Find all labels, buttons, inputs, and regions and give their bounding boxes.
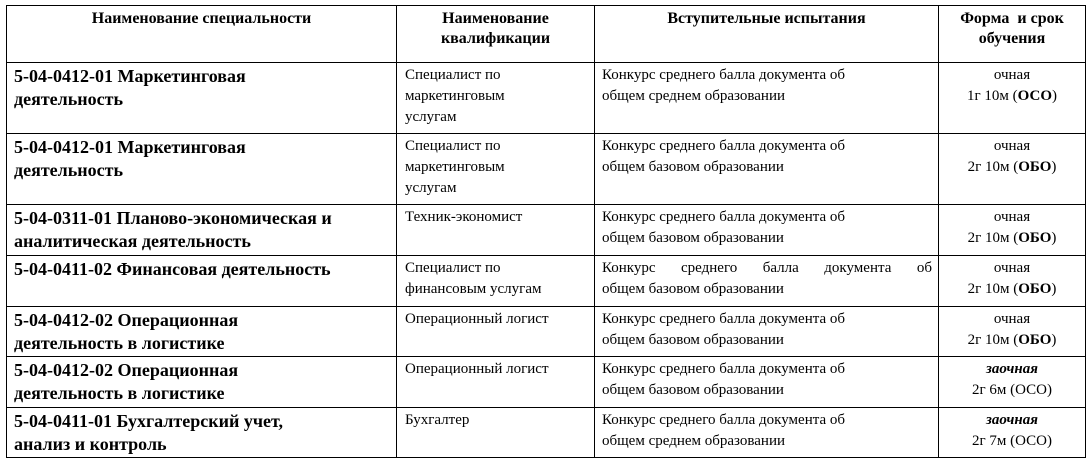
qualification-cell: Специалист по маркетинговым услугам bbox=[397, 63, 595, 134]
table-row bbox=[7, 408, 1086, 458]
header-form: Форма и срок обучения bbox=[939, 6, 1086, 63]
specialty-cell: 5-04-0311-01 Планово-экономическая и аналитическая деятельность bbox=[7, 205, 397, 256]
form-cell: заочная 2г 7м (ОСО) bbox=[939, 408, 1086, 458]
header-qualification: Наименование квалификации bbox=[397, 6, 595, 63]
specialty-cell: 5-04-0412-01 Маркетинговая деятельность bbox=[7, 63, 397, 134]
form-cell: очная 2г 10м (ОБО) bbox=[939, 256, 1086, 307]
qualification-cell: Бухгалтер bbox=[397, 408, 595, 458]
table-row bbox=[7, 256, 1086, 307]
qualification-cell: Специалист по финансовым услугам bbox=[397, 256, 595, 307]
form-cell: очная 2г 10м (ОБО) bbox=[939, 134, 1086, 205]
exam-cell: Конкурс среднего балла документа об общем базовом образовании bbox=[595, 256, 939, 307]
exam-cell: Конкурс среднего балла документа об общем среднем образовании bbox=[595, 63, 939, 134]
specialty-cell: 5-04-0412-02 Операционная деятельность в логистике bbox=[7, 357, 397, 408]
qualification-cell: Специалист по маркетинговым услугам bbox=[397, 134, 595, 205]
qualification-cell: Операционный логист bbox=[397, 357, 595, 408]
table-row bbox=[7, 205, 1086, 256]
specialty-cell: 5-04-0411-02 Финансовая деятельность bbox=[7, 256, 397, 307]
form-cell: очная 1г 10м (ОСО) bbox=[939, 63, 1086, 134]
table-row bbox=[7, 357, 1086, 408]
specialties-table bbox=[6, 5, 1086, 458]
form-cell: очная 2г 10м (ОБО) bbox=[939, 205, 1086, 256]
table-row bbox=[7, 63, 1086, 134]
exam-cell: Конкурс среднего балла документа об общем базовом образовании bbox=[595, 357, 939, 408]
form-cell: заочная 2г 6м (ОСО) bbox=[939, 357, 1086, 408]
qualification-cell: Операционный логист bbox=[397, 307, 595, 357]
form-cell: очная 2г 10м (ОБО) bbox=[939, 307, 1086, 357]
specialty-cell: 5-04-0412-01 Маркетинговая деятельность bbox=[7, 134, 397, 205]
exam-cell: Конкурс среднего балла документа об общем среднем образовании bbox=[595, 408, 939, 458]
table-row bbox=[7, 307, 1086, 357]
header-row bbox=[7, 6, 1086, 63]
specialty-cell: 5-04-0411-01 Бухгалтерский учет, анализ и контроль bbox=[7, 408, 397, 458]
exam-cell: Конкурс среднего балла документа об общем базовом образовании bbox=[595, 134, 939, 205]
qualification-cell: Техник-экономист bbox=[397, 205, 595, 256]
header-specialty: Наименование специальности bbox=[7, 6, 397, 63]
exam-cell: Конкурс среднего балла документа об общем базовом образовании bbox=[595, 307, 939, 357]
header-exams: Вступительные испытания bbox=[595, 6, 939, 63]
exam-cell: Конкурс среднего балла документа об общем базовом образовании bbox=[595, 205, 939, 256]
specialty-cell: 5-04-0412-02 Операционная деятельность в логистике bbox=[7, 307, 397, 357]
table-row bbox=[7, 134, 1086, 205]
